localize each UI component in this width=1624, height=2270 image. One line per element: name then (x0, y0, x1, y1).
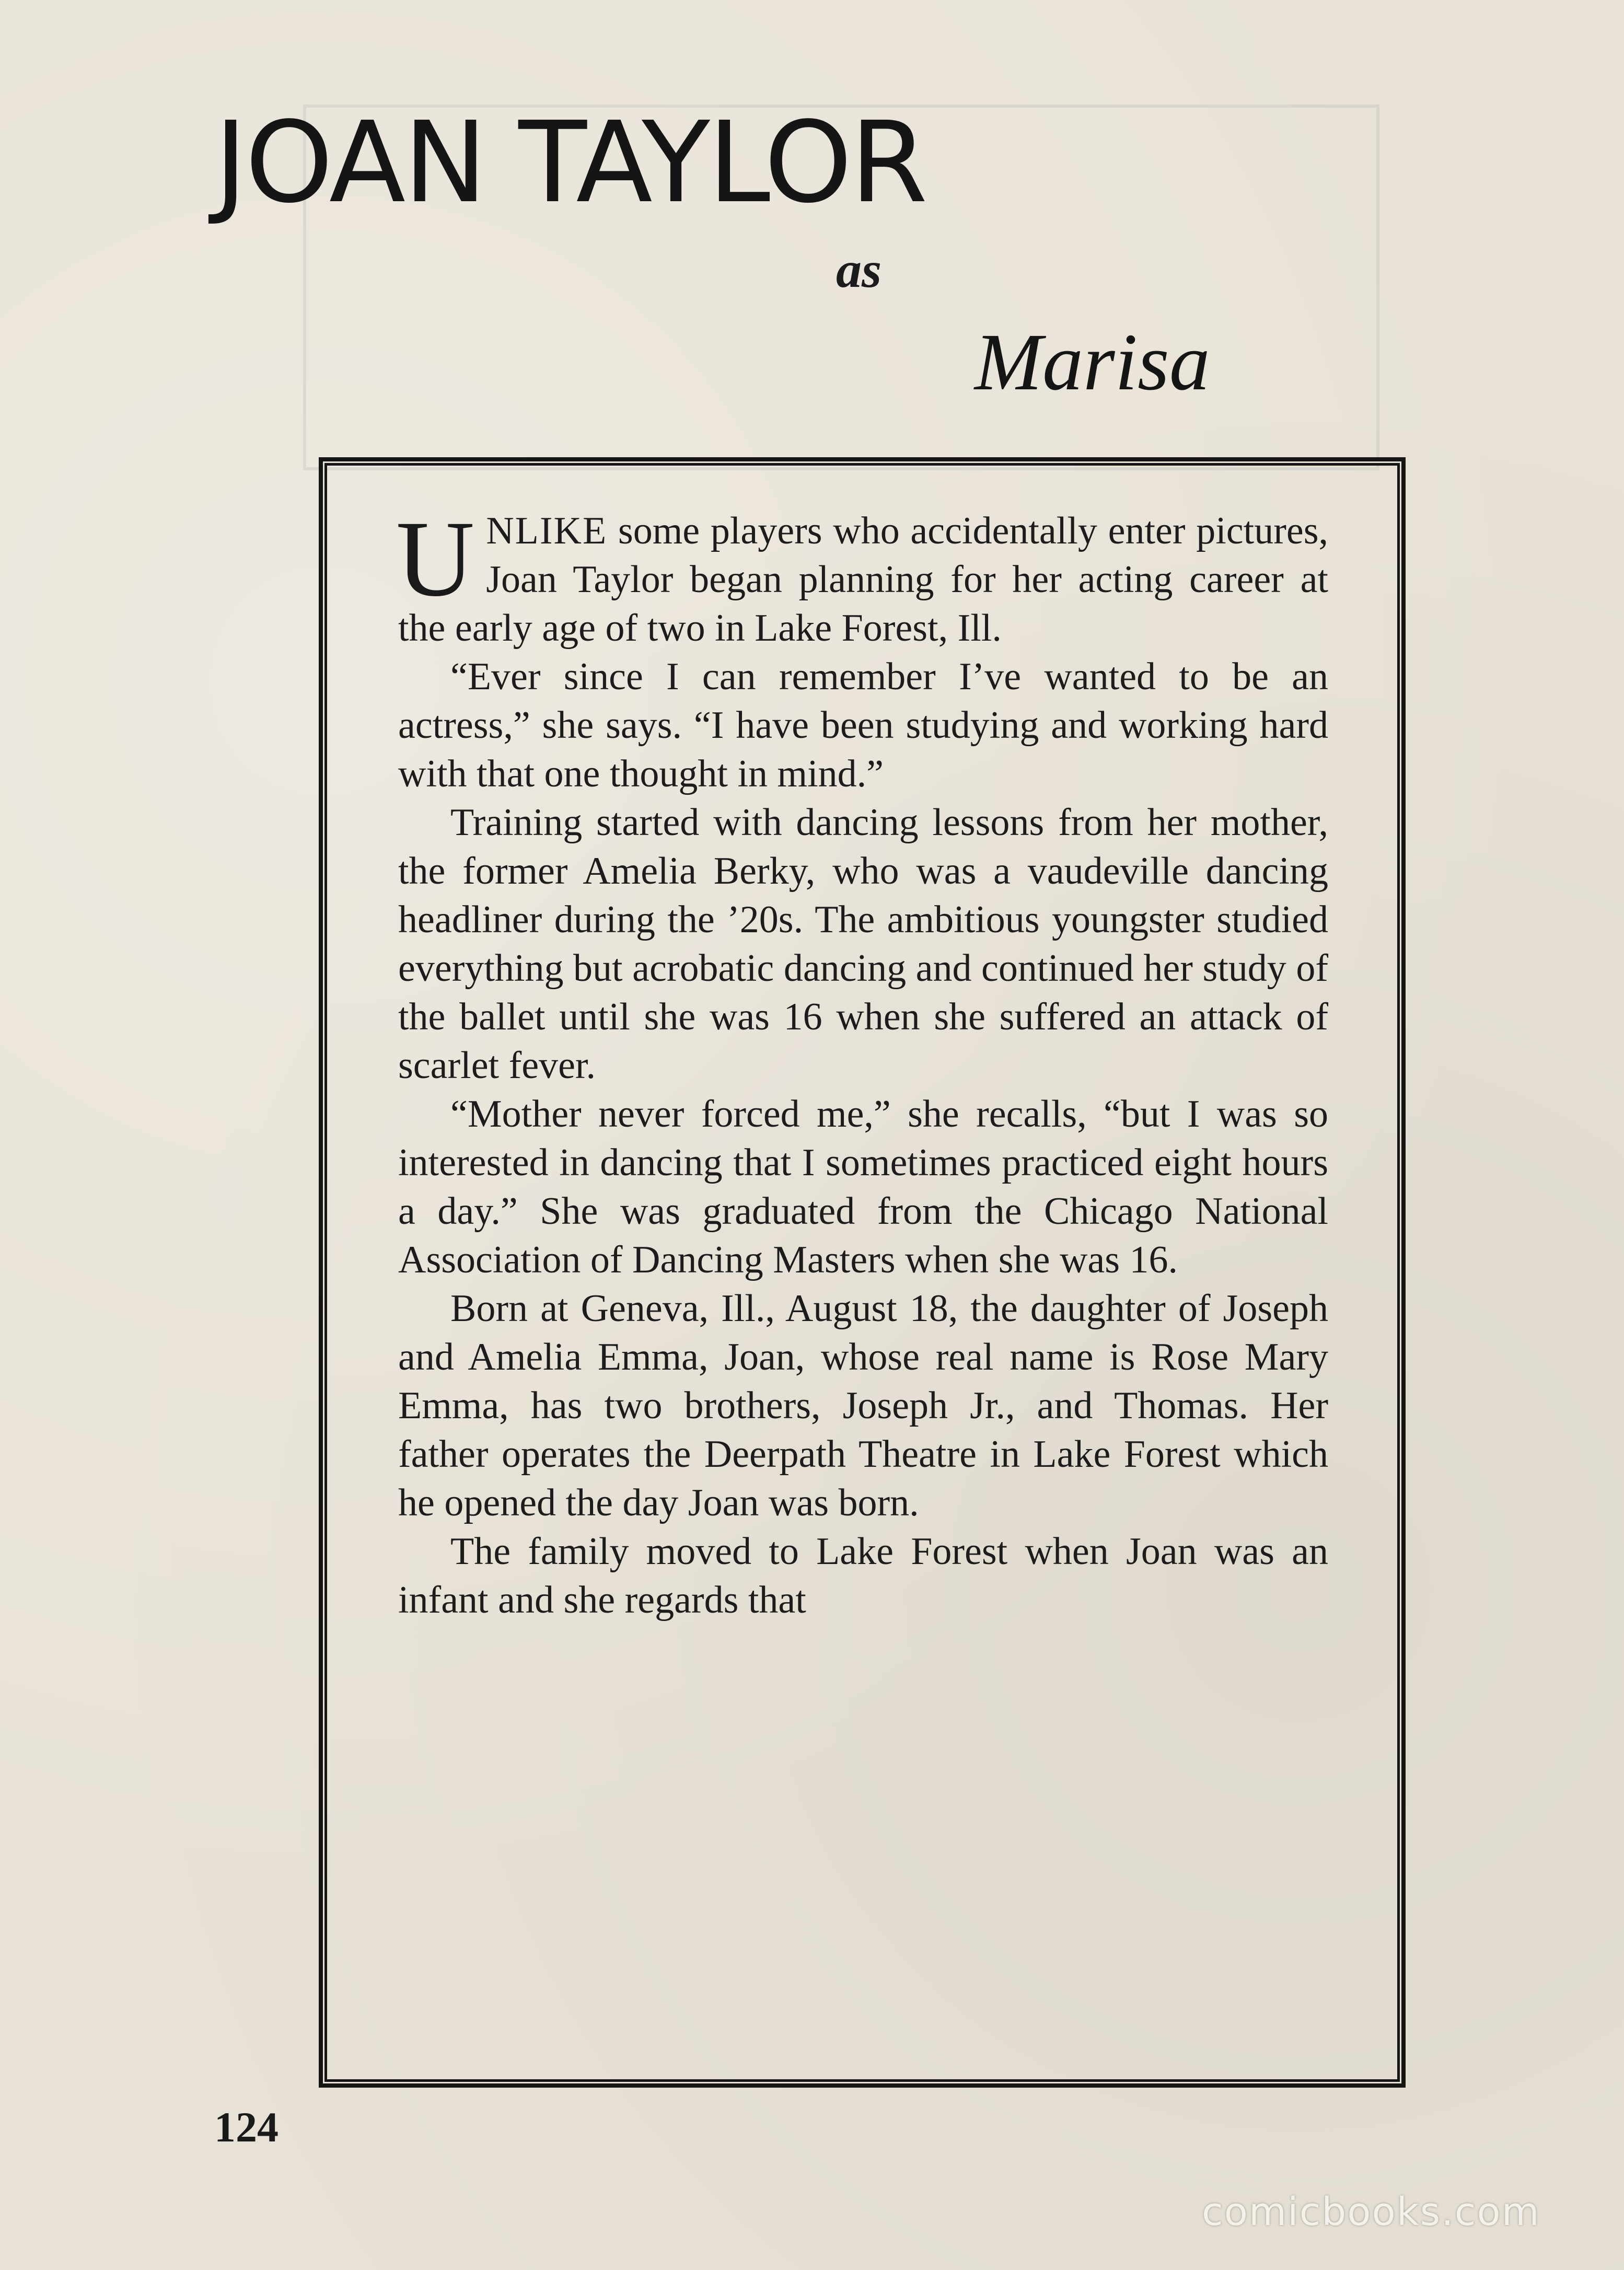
paragraph-1-text: some players who accidentally enter pictures, Joan Taylor began planning for her acting career at the early age of two in Lake Forest, Ill. (398, 509, 1328, 650)
paragraph-6: The family moved to Lake Forest when Joan was an infant and she regards that (398, 1530, 1328, 1622)
page-number: 124 (214, 2103, 279, 2151)
title-connector: as (836, 242, 882, 298)
site-watermark: comicbooks.com (1202, 2190, 1540, 2234)
paragraph-3: Training started with dancing lessons from her mother, the former Amelia Berky, who was a vaudeville dancing headliner during the ’20s. The ambitious youngster studied everything but acrobatic dancing and continued her study of the ballet until she was 16 when she suffered an attack of scarlet fever. (398, 801, 1328, 1087)
paragraph-1 (396, 499, 1328, 653)
article-title: JOAN TAYLOR (214, 98, 926, 228)
paragraph-2: “Ever since I can remember I’ve wanted to be an actress,” she says. “I have been studying and working hard with that one thought in mind.” (398, 655, 1328, 795)
drop-cap: U (396, 499, 475, 619)
paragraph-4: “Mother never forced me,” she recalls, “but I was so interested in dancing that I sometimes practiced eight hours a day.” She was graduated from the Chicago National Association of Dancing Masters when she was 16. (398, 1093, 1328, 1281)
paragraph-5: Born at Geneva, Ill., August 18, the daughter of Joseph and Amelia Emma, Joan, whose real name is Rose Mary Emma, has two brothers, Joseph Jr., and Thomas. Her father operates the Deerpath Theatre in Lake Forest which he opened the day Joan was born. (398, 1287, 1328, 1524)
lead-caps: NLIKE (486, 509, 608, 552)
article-body (396, 499, 1328, 1625)
role-name: Marisa (975, 317, 1210, 407)
